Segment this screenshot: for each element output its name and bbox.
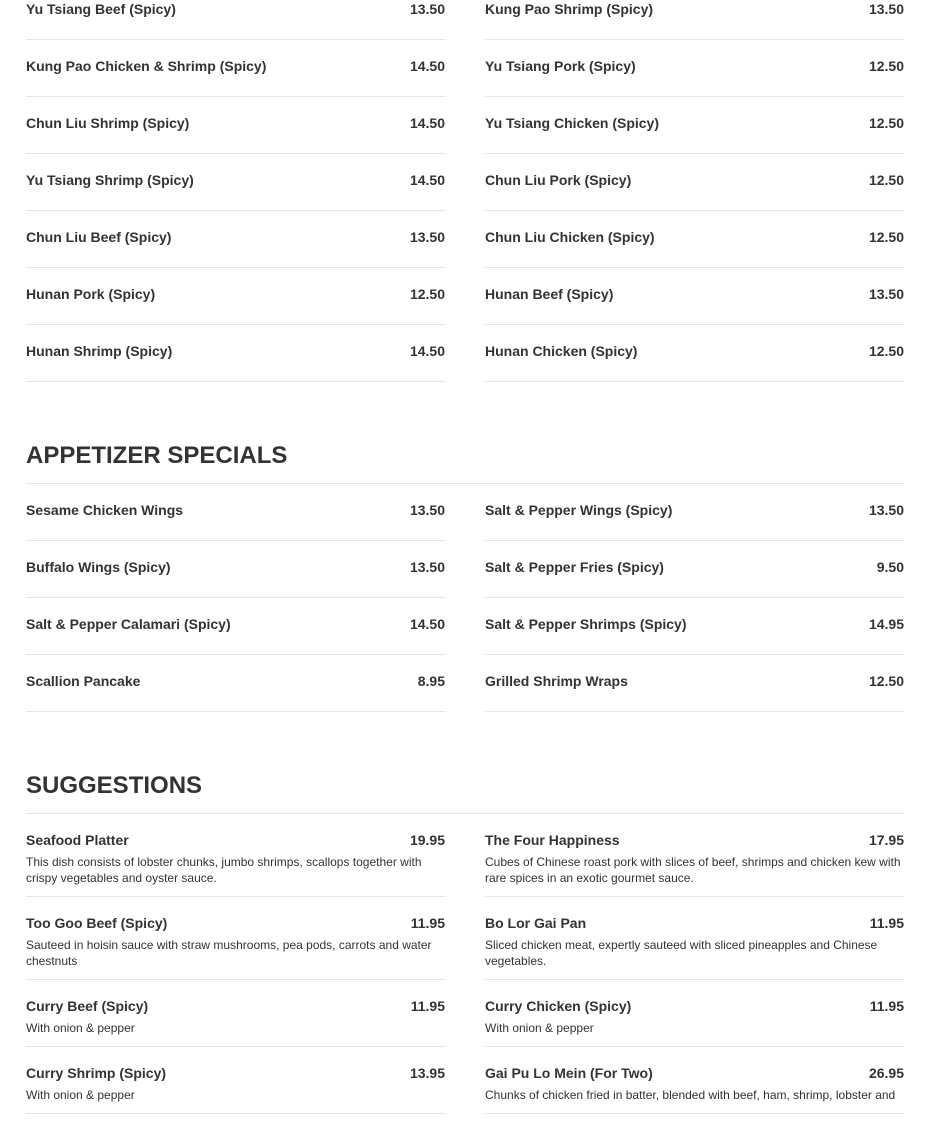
item-price: 17.95: [868, 832, 904, 848]
item-price: 13.95: [409, 1065, 445, 1081]
item-price: 13.50: [409, 1, 445, 17]
item-price: 19.95: [409, 832, 445, 848]
item-name: Curry Beef (Spicy): [26, 998, 149, 1014]
item-name: Hunan Chicken (Spicy): [485, 343, 638, 359]
item-name: Yu Tsiang Shrimp (Spicy): [26, 172, 194, 188]
item-name: Grilled Shrimp Wraps: [485, 673, 628, 689]
item-price: 12.50: [868, 172, 904, 188]
menu-item[interactable]: [485, 325, 904, 382]
item-price: 11.95: [410, 915, 445, 931]
item-name: Seafood Platter: [26, 832, 129, 848]
item-price: 14.50: [409, 616, 445, 632]
item-price: 12.50: [868, 343, 904, 359]
menu-item[interactable]: [485, 980, 904, 1047]
menu-grid-suggestions: [26, 814, 904, 1114]
menu-item[interactable]: [26, 541, 445, 598]
menu-item[interactable]: [26, 897, 445, 980]
menu-item[interactable]: [26, 154, 445, 211]
menu-item[interactable]: [485, 814, 904, 897]
item-price: 12.50: [868, 229, 904, 245]
menu-item[interactable]: [26, 814, 445, 897]
menu-grid-appetizer-specials: [26, 484, 904, 712]
menu-item[interactable]: [485, 154, 904, 211]
item-price: 14.50: [409, 172, 445, 188]
menu-item[interactable]: [485, 484, 904, 541]
item-name: Salt & Pepper Calamari (Spicy): [26, 616, 231, 632]
menu-item[interactable]: [485, 1047, 904, 1114]
section-title-suggestions: SUGGESTIONS: [26, 772, 904, 814]
item-name: Salt & Pepper Wings (Spicy): [485, 502, 673, 518]
menu-grid-spicy: [26, 0, 904, 382]
menu-page: [26, 0, 904, 1114]
item-name: Yu Tsiang Chicken (Spicy): [485, 115, 660, 131]
item-name: Yu Tsiang Beef (Spicy): [26, 1, 176, 17]
item-description: With onion & pepper: [26, 1088, 135, 1102]
item-price: 13.50: [868, 502, 904, 518]
item-price: 12.50: [868, 115, 904, 131]
item-price: 11.95: [869, 998, 904, 1014]
item-name: Kung Pao Chicken & Shrimp (Spicy): [26, 58, 267, 74]
menu-item[interactable]: [26, 655, 445, 712]
item-price: 14.50: [409, 115, 445, 131]
item-description: Chunks of chicken fried in batter, blended with beef, ham, shrimp, lobster and: [485, 1088, 896, 1102]
item-name: Curry Chicken (Spicy): [485, 998, 632, 1014]
item-description: Sliced chicken meat, expertly sauteed with sliced pineapples and Chinese vegetables.: [485, 938, 878, 968]
item-price: 13.50: [409, 229, 445, 245]
item-name: Hunan Beef (Spicy): [485, 286, 614, 302]
item-price: 13.50: [868, 286, 904, 302]
item-price: 13.50: [409, 502, 445, 518]
item-name: Hunan Pork (Spicy): [26, 286, 156, 302]
item-name: Curry Shrimp (Spicy): [26, 1065, 167, 1081]
menu-item[interactable]: [26, 980, 445, 1047]
item-name: Sesame Chicken Wings: [26, 502, 184, 518]
item-price: 13.50: [409, 559, 445, 575]
item-name: Chun Liu Beef (Spicy): [26, 229, 172, 245]
item-name: Salt & Pepper Shrimps (Spicy): [485, 616, 687, 632]
menu-item[interactable]: [485, 897, 904, 980]
menu-item[interactable]: [26, 97, 445, 154]
menu-item[interactable]: [485, 0, 904, 40]
item-name: Scallion Pancake: [26, 673, 141, 689]
menu-item[interactable]: [26, 211, 445, 268]
item-description: With onion & pepper: [26, 1021, 135, 1035]
menu-item[interactable]: [26, 325, 445, 382]
menu-item[interactable]: [485, 40, 904, 97]
item-price: 26.95: [868, 1065, 904, 1081]
item-name: Gai Pu Lo Mein (For Two): [485, 1065, 653, 1081]
item-price: 8.95: [417, 673, 445, 689]
item-price: 11.95: [410, 998, 445, 1014]
menu-item[interactable]: [26, 598, 445, 655]
item-name: The Four Happiness: [485, 832, 620, 848]
menu-item[interactable]: [485, 541, 904, 598]
item-description: This dish consists of lobster chunks, jumbo shrimps, scallops together with crispy vegetables and oyster sauce.: [26, 855, 422, 885]
menu-item[interactable]: [26, 0, 445, 40]
item-name: Salt & Pepper Fries (Spicy): [485, 559, 664, 575]
menu-item[interactable]: [485, 655, 904, 712]
menu-item[interactable]: [485, 598, 904, 655]
menu-item[interactable]: [26, 40, 445, 97]
item-price: 12.50: [868, 58, 904, 74]
item-price: 12.50: [868, 673, 904, 689]
menu-item[interactable]: [26, 484, 445, 541]
item-description: Sauteed in hoisin sauce with straw mushrooms, pea pods, carrots and water chestnuts: [26, 938, 432, 968]
item-name: Hunan Shrimp (Spicy): [26, 343, 173, 359]
menu-item[interactable]: [485, 211, 904, 268]
item-price: 14.50: [409, 343, 445, 359]
item-price: 11.95: [869, 915, 904, 931]
item-price: 14.95: [868, 616, 904, 632]
item-price: 12.50: [409, 286, 445, 302]
item-description: With onion & pepper: [485, 1021, 594, 1035]
menu-item[interactable]: [485, 268, 904, 325]
item-name: Kung Pao Shrimp (Spicy): [485, 1, 654, 17]
section-title-appetizer-specials: APPETIZER SPECIALS: [26, 442, 904, 484]
menu-item[interactable]: [485, 97, 904, 154]
item-name: Too Goo Beef (Spicy): [26, 915, 168, 931]
item-name: Bo Lor Gai Pan: [485, 915, 587, 931]
item-price: 14.50: [409, 58, 445, 74]
item-name: Chun Liu Shrimp (Spicy): [26, 115, 190, 131]
item-price: 13.50: [868, 1, 904, 17]
item-name: Buffalo Wings (Spicy): [26, 559, 171, 575]
item-name: Chun Liu Pork (Spicy): [485, 172, 632, 188]
item-name: Yu Tsiang Pork (Spicy): [485, 58, 636, 74]
menu-item[interactable]: [26, 1047, 445, 1114]
item-description: Cubes of Chinese roast pork with slices of beef, shrimps and chicken kew with rare spices in an exotic gourmet sauce.: [485, 855, 901, 885]
item-name: Chun Liu Chicken (Spicy): [485, 229, 655, 245]
item-price: 9.50: [876, 559, 904, 575]
menu-item[interactable]: [26, 268, 445, 325]
